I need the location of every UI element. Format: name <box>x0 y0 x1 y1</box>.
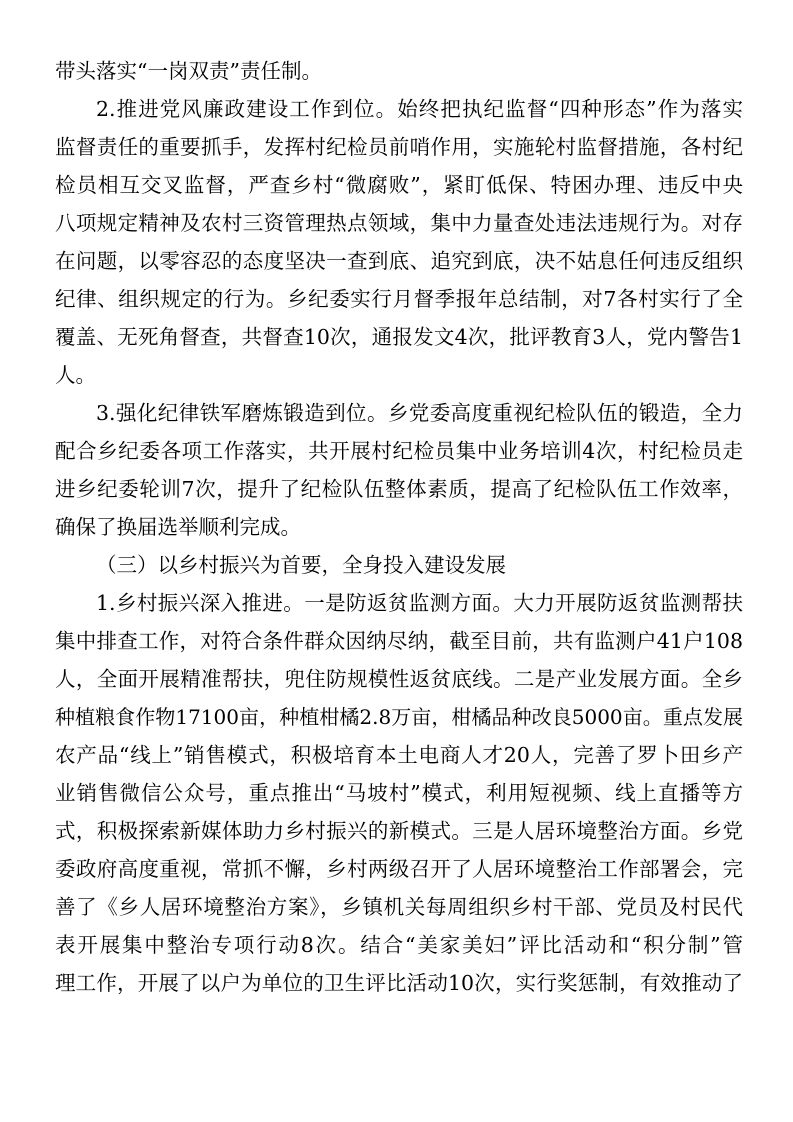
text-line: 表开展集中整治专项行动8次。结合“美家美妇”评比活动和“积分制”管 <box>55 933 743 957</box>
text-line: 配合乡纪委各项工作落实，共开展村纪检员集中业务培训4次，村纪检员走 <box>55 439 743 463</box>
text-line: 在问题，以零容忍的态度坚决一查到底、追究到底，决不姑息任何违反组织 <box>55 249 743 273</box>
text-line: 八项规定精神及农村三资管理热点领域，集中力量查处违法违规行为。对存 <box>55 211 743 235</box>
text-line: 人。 <box>55 363 96 387</box>
text-line: 业销售微信公众号，重点推出“马坡村”模式，利用短视频、线上直播等方 <box>55 781 743 805</box>
text-line: 1.乡村振兴深入推进。一是防返贫监测方面。大力开展防返贫监测帮扶 <box>96 591 743 615</box>
text-line: （三）以乡村振兴为首要，全身投入建设发展 <box>96 553 506 577</box>
text-line: 检员相互交叉监督，严查乡村“微腐败”，紧盯低保、特困办理、违反中央 <box>55 173 743 197</box>
text-line: 集中排查工作，对符合条件群众因纳尽纳，截至目前，共有监测户41户108 <box>55 629 743 653</box>
document-page <box>55 52 743 1002</box>
text-line: 带头落实“一岗双责”责任制。 <box>55 59 322 83</box>
text-line: 委政府高度重视，常抓不懈，乡村两级召开了人居环境整治工作部署会，完 <box>55 857 743 881</box>
text-line: 监督责任的重要抓手，发挥村纪检员前哨作用，实施轮村监督措施，各村纪 <box>55 135 743 159</box>
text-line: 3.强化纪律铁军磨炼锻造到位。乡党委高度重视纪检队伍的锻造，全力 <box>96 401 743 425</box>
text-line: 式，积极探索新媒体助力乡村振兴的新模式。三是人居环境整治方面。乡党 <box>55 819 743 843</box>
text-line: 农产品“线上”销售模式，积极培育本土电商人才20人，完善了罗卜田乡产 <box>55 743 743 767</box>
document-body <box>55 52 743 1002</box>
text-line: 确保了换届选举顺利完成。 <box>55 515 301 539</box>
text-line: 种植粮食作物17100亩，种植柑橘2.8万亩，柑橘品种改良5000亩。重点发展 <box>55 705 743 729</box>
text-line: 理工作，开展了以户为单位的卫生评比活动10次，实行奖惩制，有效推动了 <box>55 971 743 995</box>
text-line: 覆盖、无死角督查，共督查10次，通报发文4次，批评教育3人，党内警告1 <box>55 325 743 349</box>
text-line: 纪律、组织规定的行为。乡纪委实行月督季报年总结制，对7各村实行了全 <box>55 287 743 311</box>
text-line: 进乡纪委轮训7次，提升了纪检队伍整体素质，提高了纪检队伍工作效率， <box>55 477 743 501</box>
text-line: 2.推进党风廉政建设工作到位。始终把执纪监督“四种形态”作为落实 <box>96 97 743 121</box>
text-line: 人，全面开展精准帮扶，兜住防规模性返贫底线。二是产业发展方面。全乡 <box>55 667 743 691</box>
text-line: 善了《乡人居环境整治方案》，乡镇机关每周组织乡村干部、党员及村民代 <box>55 895 743 919</box>
